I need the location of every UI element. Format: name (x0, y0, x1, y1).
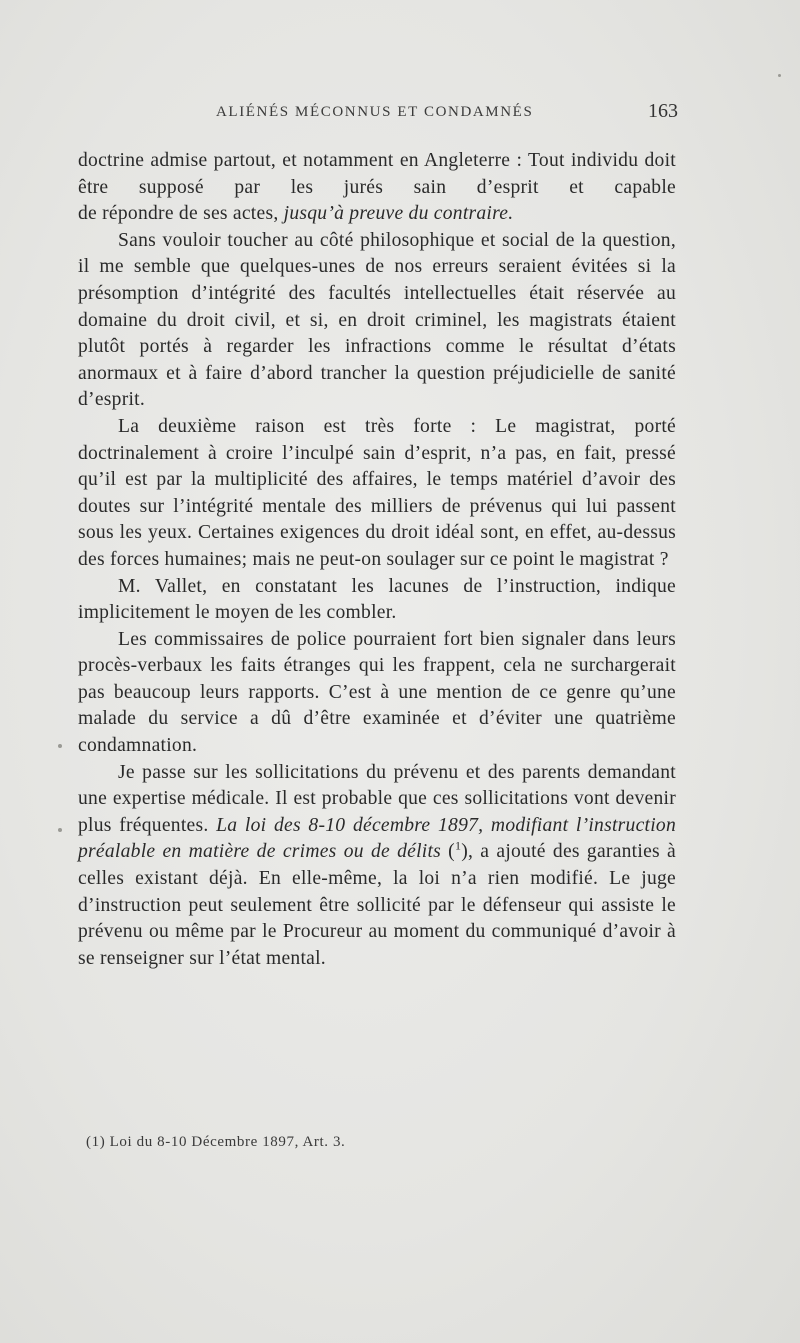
text-line: du droit idéal sont, en effet, au-dessus des forces humaines; (78, 522, 676, 570)
paragraph-2 (78, 228, 676, 414)
text-line: ( (441, 841, 455, 863)
paragraph-3 (78, 414, 676, 574)
text-line: la question, il me semble que quelques-unes de nos erreurs (78, 229, 676, 278)
italic-phrase: jusqu’à preuve du contraire. (283, 203, 514, 225)
text-line: en droit criminel, les magistrats étaient plutôt portés à (78, 309, 676, 358)
paragraph-1 (78, 148, 676, 201)
text-line: indique implicitement le moyen de les combler. (78, 575, 676, 624)
text-line: une mention de ce genre qu’une malade du service a dû d’être (78, 681, 676, 730)
text-line: et à faire d’abord trancher la question préjudicielle de sanité (166, 362, 676, 384)
paragraph-1-end (78, 201, 676, 228)
text-line: regarder les infractions comme le résultat d’états anormaux (78, 336, 676, 384)
text-line: d’instruction peut seulement être sollicité par le défenseur (78, 894, 562, 916)
paragraph-5 (78, 627, 676, 760)
italic-phrase: La loi des 8-10 (216, 814, 346, 836)
text-line: Les commissaires de police pourraient fort bien signaler (118, 628, 586, 650)
text-line: Je passe sur les sollicitations du prévenu et des parents (118, 761, 581, 783)
paper-speck (58, 828, 62, 832)
text-line: examinée et d’éviter une quatrième condamnation. (78, 708, 676, 757)
running-title: ALIÉNÉS MÉCONNUS ET CONDAMNÉS (216, 104, 534, 120)
text-line: intellectuelles était réservée au domaine du droit civil, et si, (78, 282, 676, 331)
text-line: qui assiste le prévenu ou même par le Procureur au moment (78, 894, 676, 943)
italic-phrase: décembre 1897, modifiant l’instruction préalable en matière (78, 814, 677, 863)
paper-speck (58, 744, 62, 748)
text-line: cela ne surchargerait pas beaucoup leurs rapports. C’est à (78, 655, 676, 703)
text-line: de prévenus qui lui passent sous les yeux. Certaines exigences (78, 495, 676, 544)
text-line: individu doit être supposé par les jurés sain d’esprit et capable (78, 150, 676, 198)
text-line: ), a ajouté des garanties à celles (78, 841, 676, 890)
text-line: doctrine admise partout, et notamment en Angleterre : Tout (78, 150, 565, 171)
text-line: matériel d’avoir des doutes sur l’intégrité mentale des milliers (78, 469, 677, 517)
text-line: doctrinalement à croire l’inculpé sain d’esprit, n’a pas, en fait, (78, 442, 617, 464)
text-line: seraient évitées si la présomption d’intégrité des facultés (78, 256, 676, 304)
text-line: dans leurs procès-verbaux les faits étranges qui les frappent, (78, 628, 677, 677)
italic-phrase: de crimes ou de délits (256, 841, 442, 863)
paragraph-4 (78, 574, 676, 627)
footnote: (1) Loi du 8-10 Décembre 1897, Art. 3. (86, 1134, 346, 1150)
text-line: mais ne peut-on soulager sur ce point le magistrat ? (252, 548, 669, 570)
page-header (78, 100, 678, 130)
text-line: du communiqué d’avoir à se renseigner sur l’état mental. (78, 921, 676, 969)
footnote-reference: 1 (454, 838, 462, 853)
text-line: Sans vouloir toucher au côté philosophique et social de (118, 229, 575, 251)
text-line: La deuxième raison est très forte : Le magistrat, porté (118, 415, 676, 437)
text-line: d’esprit. (78, 389, 146, 411)
body-text (78, 148, 676, 972)
text-line: M. Vallet, en constatant les lacunes de l’instruction, (118, 575, 602, 597)
page-number: 163 (648, 100, 678, 122)
text-line: de répondre de ses actes, (78, 203, 284, 225)
text-line: pressé qu’il est par la multiplicité des affaires, le temps (78, 442, 676, 491)
text-line: demandant une expertise médicale. Il est probable que ces (78, 761, 676, 810)
text-line: sollicitations vont devenir plus fréquentes. (78, 788, 676, 836)
text-line: existant déjà. En elle-même, la loi n’a rien modifié. Le juge (135, 868, 676, 890)
paper-speck (778, 74, 781, 77)
paragraph-6 (78, 760, 676, 973)
